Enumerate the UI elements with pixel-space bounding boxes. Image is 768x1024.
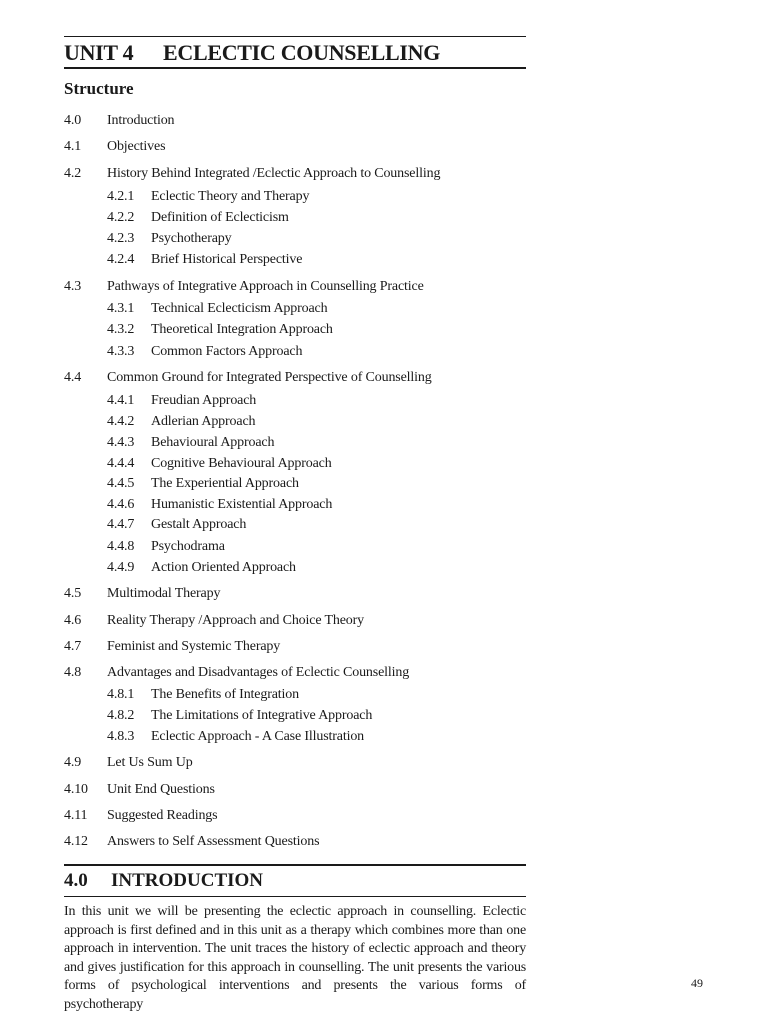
toc-subentry — [64, 728, 526, 746]
toc-number: 4.10 — [64, 782, 88, 797]
toc-title: Behavioural Approach — [151, 435, 275, 450]
toc-number: 4.8.2 — [107, 708, 135, 723]
toc-entry — [64, 638, 526, 656]
toc-title: Common Factors Approach — [151, 344, 303, 359]
toc-number: 4.2.1 — [107, 189, 135, 204]
toc-subentry — [64, 209, 526, 227]
toc-entry — [64, 138, 526, 156]
toc-entry — [64, 585, 526, 603]
toc-title: Eclectic Approach - A Case Illustration — [151, 729, 365, 744]
toc-number: 4.2.3 — [107, 231, 135, 246]
top-rule — [64, 36, 526, 37]
section-top-rule — [64, 864, 526, 866]
toc-number: 4.4 — [64, 370, 82, 385]
toc-title: Pathways of Integrative Approach in Counselling Practice — [107, 279, 424, 294]
toc-title: Humanistic Existential Approach — [151, 497, 333, 512]
toc-title: History Behind Integrated /Eclectic Approach to Counselling — [107, 166, 441, 181]
toc-number: 4.4.4 — [107, 456, 135, 471]
toc-title: The Benefits of Integration — [151, 687, 299, 702]
toc-subentry — [64, 516, 526, 534]
toc-number: 4.8.1 — [107, 687, 135, 702]
toc-number: 4.1 — [64, 139, 82, 154]
toc-title: Suggested Readings — [107, 808, 218, 823]
toc-subentry — [64, 343, 526, 361]
toc-subentry — [64, 300, 526, 318]
toc-title: The Limitations of Integrative Approach — [151, 708, 373, 723]
toc-entry — [64, 833, 526, 851]
toc-title: Adlerian Approach — [151, 414, 256, 429]
toc-number: 4.3 — [64, 279, 82, 294]
toc-entry — [64, 165, 526, 183]
intro-paragraph: In this unit we will be presenting the eclectic approach in counselling. Eclectic approach is first defined and in this unit as a therapy which combines more than one approach in intervention. The unit traces the history of eclectic approach and theory and gives justification for this approach in counselling. The unit presents the various forms of psychological interventions and presents the various forms of psychotherapy — [64, 904, 526, 1012]
toc-number: 4.2.2 — [107, 210, 135, 225]
toc-title: Unit End Questions — [107, 782, 215, 797]
toc-subentry — [64, 321, 526, 339]
toc-number: 4.9 — [64, 755, 82, 770]
toc-entry — [64, 112, 526, 130]
toc-title: Feminist and Systemic Therapy — [107, 639, 281, 654]
toc-number: 4.4.5 — [107, 476, 135, 491]
section-bottom-rule — [64, 896, 526, 897]
toc-title: Introduction — [107, 113, 175, 128]
toc-title: Freudian Approach — [151, 393, 257, 408]
toc-entry — [64, 807, 526, 825]
toc-number: 4.3.1 — [107, 301, 135, 316]
unit-title: ECLECTIC COUNSELLING — [163, 40, 441, 65]
toc-title: Psychodrama — [151, 539, 225, 554]
section-title: INTRODUCTION — [111, 870, 264, 891]
toc-subentry — [64, 559, 526, 577]
toc-entry — [64, 664, 526, 682]
toc-subentry — [64, 413, 526, 431]
toc-number: 4.12 — [64, 834, 88, 849]
toc-title: Technical Eclecticism Approach — [151, 301, 328, 316]
toc-title: Multimodal Therapy — [107, 586, 221, 601]
toc-title: Theoretical Integration Approach — [151, 322, 333, 337]
toc-title: The Experiential Approach — [151, 476, 299, 491]
toc-number: 4.2 — [64, 166, 82, 181]
toc-number: 4.4.9 — [107, 560, 135, 575]
toc-number: 4.4.3 — [107, 435, 135, 450]
structure-label: Structure — [64, 79, 134, 98]
toc-subentry — [64, 538, 526, 556]
toc-entry — [64, 754, 526, 772]
toc-number: 4.3.3 — [107, 344, 135, 359]
toc-entry — [64, 278, 526, 296]
toc-title: Action Oriented Approach — [151, 560, 296, 575]
toc-title: Psychotherapy — [151, 231, 232, 246]
unit-heading-rule — [64, 67, 526, 69]
toc-number: 4.8 — [64, 665, 82, 680]
toc-title: Let Us Sum Up — [107, 755, 193, 770]
toc-number: 4.0 — [64, 113, 82, 128]
section-heading — [64, 869, 526, 893]
toc-subentry — [64, 188, 526, 206]
toc-number: 4.11 — [64, 808, 88, 823]
toc-title: Objectives — [107, 139, 166, 154]
toc-title: Advantages and Disadvantages of Eclectic Counselling — [107, 665, 410, 680]
toc-subentry — [64, 251, 526, 269]
toc-subentry — [64, 496, 526, 514]
toc-title: Reality Therapy /Approach and Choice Theory — [107, 613, 365, 628]
toc-number: 4.4.8 — [107, 539, 135, 554]
toc-subentry — [64, 475, 526, 493]
toc-number: 4.8.3 — [107, 729, 135, 744]
section-number: 4.0 — [64, 870, 88, 891]
unit-heading — [64, 40, 526, 66]
unit-number: UNIT 4 — [64, 40, 134, 65]
toc-number: 4.3.2 — [107, 322, 135, 337]
toc-number: 4.6 — [64, 613, 82, 628]
toc-number: 4.4.6 — [107, 497, 135, 512]
toc-subentry — [64, 455, 526, 473]
toc-subentry — [64, 686, 526, 704]
page-number: 49 — [691, 976, 703, 990]
toc-title: Answers to Self Assessment Questions — [107, 834, 320, 849]
toc-title: Common Ground for Integrated Perspective of Counselling — [107, 370, 432, 385]
toc-subentry — [64, 707, 526, 725]
toc-title: Gestalt Approach — [151, 517, 247, 532]
toc-number: 4.4.7 — [107, 517, 135, 532]
toc-number: 4.5 — [64, 586, 82, 601]
toc-entry — [64, 369, 526, 387]
toc-subentry — [64, 434, 526, 452]
toc-number: 4.2.4 — [107, 252, 135, 267]
toc-number: 4.7 — [64, 639, 82, 654]
toc-subentry — [64, 230, 526, 248]
toc-title: Cognitive Behavioural Approach — [151, 456, 332, 471]
toc-entry — [64, 612, 526, 630]
toc-subentry — [64, 392, 526, 410]
toc-title: Eclectic Theory and Therapy — [151, 189, 310, 204]
toc-entry — [64, 781, 526, 799]
toc-number: 4.4.2 — [107, 414, 135, 429]
toc-title: Brief Historical Perspective — [151, 252, 303, 267]
toc-number: 4.4.1 — [107, 393, 135, 408]
toc-title: Definition of Eclecticism — [151, 210, 289, 225]
